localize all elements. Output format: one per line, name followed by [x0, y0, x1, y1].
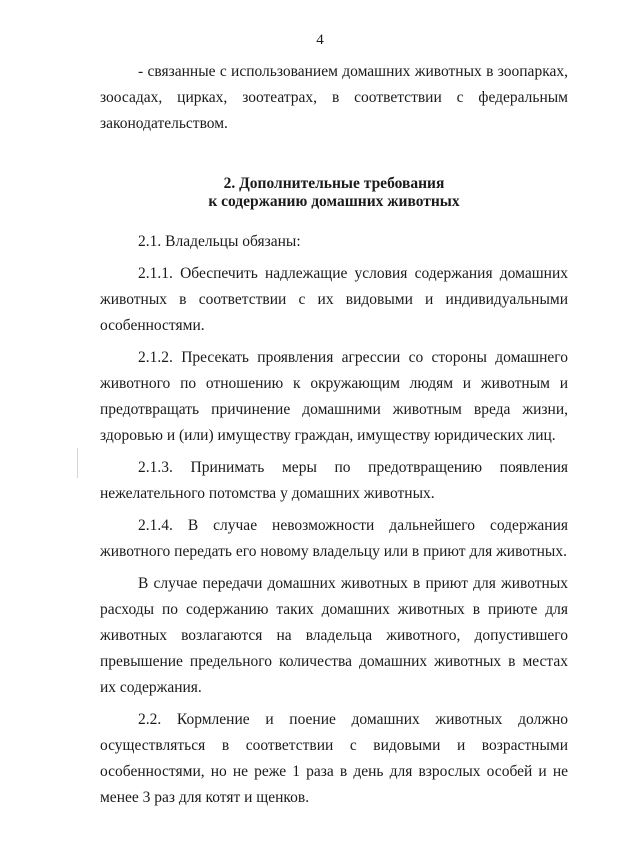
- paragraph-2-1-1: 2.1.1. Обеспечить надлежащие условия содержания домашних животных в соответствии с их видовыми и индивидуальными особенностями.: [100, 265, 568, 334]
- section-heading-line-1: 2. Дополнительные требования: [223, 175, 445, 192]
- paragraph-2-1-4: 2.1.4. В случае невозможности дальнейшего содержания животного передать его новому владельцу или в приют для животных.: [100, 517, 568, 560]
- margin-mark: [77, 448, 78, 478]
- paragraph-2-1-2: 2.1.2. Пресекать проявления агрессии со стороны домашнего животного по отношению к окружающим людям и животным и предотвращать причинение домашними животным вреда жизни, здоровью и (или) имуществу граждан, имуществу юридических лиц.: [100, 349, 568, 444]
- paragraph-shelter-costs: В случае передачи домашних животных в приют для животных расходы по содержанию таких домашних животных в приюте для животных возлагаются на владельца животного, допустившего превышение предельного количества домашних животных в местах их содержания.: [100, 575, 568, 696]
- page-number: 4: [316, 32, 324, 48]
- section-heading-line-2: к содержанию домашних животных: [208, 193, 460, 210]
- paragraph-zoo-exemption: - связанные с использованием домашних животных в зоопарках, зоосадах, цирках, зоотеатрах, в соответствии с федеральным законодательством.: [100, 63, 568, 132]
- paragraph-2-2: 2.2. Кормление и поение домашних животных должно осуществляться в соответствии с видовыми и возрастными особенностями, но не реже 1 раза в день для взрослых особей и не менее 3 раз для котят и щенков.: [100, 711, 568, 806]
- paragraph-2-1: 2.1. Владельцы обязаны:: [138, 233, 301, 250]
- document-body: [100, 59, 568, 811]
- section-heading: [100, 175, 568, 211]
- paragraph-2-1-3: 2.1.3. Принимать меры по предотвращению появления нежелательного потомства у домашних животных.: [100, 459, 568, 502]
